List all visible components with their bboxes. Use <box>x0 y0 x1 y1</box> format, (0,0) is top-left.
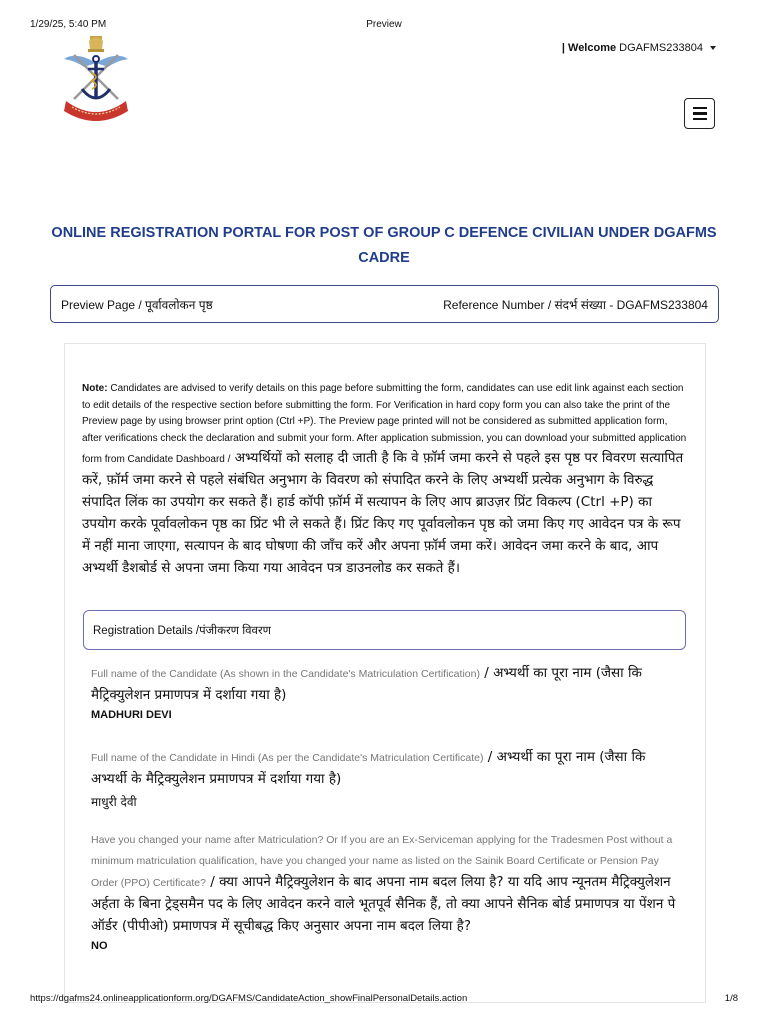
field-label <box>91 663 681 707</box>
print-page-number: 1/8 <box>724 993 738 1004</box>
field-label-en: Full name of the Candidate (As shown in the Candidate's Matriculation Certification) <box>91 668 480 680</box>
field-full-name <box>91 663 681 721</box>
hamburger-menu-button[interactable] <box>684 98 715 129</box>
note-hindi: अभ्यर्थियों को सलाह दी जाती है कि वे फ़ॉर्म जमा करने से पहले इस पृष्ठ पर विवरण सत्यापित करें, फ़ॉर्म जमा करने से पहले संबंधित अनुभाग के विवरण को संपादित करने के लिए अभ्यर्थी प्रत्येक अनुभाग के विरुद्ध संपादित लिंक का उपयोग कर सकते हैं। हार्ड कॉपी फ़ॉर्म में सत्यापन के लिए आप ब्राउज़र प्रिंट विकल्प (Ctrl +P) का उपयोग करके पूर्वावलोकन पृष्ठ का प्रिंट भी ले सकते हैं। प्रिंट किए गए पूर्वावलोकन पृष्ठ को जमा किए गए आवेदन पत्र के रूप में नहीं माना जाएगा, सत्यापन के बाद घोषणा की जाँच करें और अपना फ़ॉर्म जमा करें। आवेदन जमा करने के बाद, आप अभ्यर्थी डैशबोर्ड से अपना जमा किया गया आवेदन पत्र डाउनलोड कर सकते हैं। <box>82 450 684 576</box>
print-page-title: Preview <box>366 19 402 30</box>
note-text <box>82 381 690 579</box>
menu-bar-icon <box>693 118 707 121</box>
print-url: https://dgafms24.onlineapplicationform.org/DGAFMS/CandidateAction_showFinalPersonalDetails.action <box>30 993 468 1004</box>
note-label: Note: <box>82 383 108 394</box>
field-label-en: Have you changed your name after Matriculation? Or If you are an Ex-Serviceman applying for the Tradesmen Post without a minimum matriculation qualification, have you changed your name as listed on the Sainik Board Certificate or Pension Pay Order (PPO) Certificate? <box>91 834 673 889</box>
menu-bar-icon <box>693 107 707 110</box>
field-value: माधुरी देवी <box>91 795 137 809</box>
username: DGAFMS233804 <box>619 42 703 54</box>
caret-down-icon <box>710 46 716 50</box>
field-label <box>91 747 681 791</box>
field-label-hi: / अभ्यर्थी का पूरा नाम (जैसा कि मैट्रिक्युलेशन प्रमाणपत्र में दर्शाया गया है) <box>91 665 642 703</box>
welcome-prefix: | Welcome <box>561 42 617 54</box>
note-english: Candidates are advised to verify details on this page before submitting the form, candidates can use edit link against each section to edit details of the respective section before submitting the form. For Verification in hard copy form you can also take the print of the Preview page by using browser print option (Ctrl +P). The Preview page printed will not be considered as submitted application form, after verifications check the declaration and submit your form. After application submission, you can download your submitted application form from Candidate Dashboard / <box>82 383 687 465</box>
menu-bar-icon <box>693 112 707 115</box>
field-label-hi: / अभ्यर्थी का पूरा नाम (जैसा कि अभ्यर्थी के मैट्रिक्युलेशन प्रमाणपत्र में दर्शाया गया है) <box>91 749 646 787</box>
registration-details-title: Registration Details /पंजीकरण विवरण <box>93 624 271 637</box>
registration-details-header <box>83 610 686 650</box>
preview-page-label: Preview Page / पूर्वावलोकन पृष्ठ <box>61 297 213 312</box>
field-label-en: Full name of the Candidate in Hindi (As per the Candidate's Matriculation Certificate) <box>91 752 484 764</box>
field-value: MADHURI DEVI <box>91 709 172 721</box>
welcome-user-menu[interactable] <box>562 42 716 54</box>
reference-number: Reference Number / संदर्भ संख्या - DGAFMS233804 <box>443 297 708 312</box>
afms-emblem-logo <box>62 33 130 125</box>
print-datetime: 1/29/25, 5:40 PM <box>30 19 107 30</box>
portal-title: ONLINE REGISTRATION PORTAL FOR POST OF GROUP C DEFENCE CIVILIAN UNDER DGAFMS CADRE <box>51 225 717 266</box>
field-label <box>91 830 681 938</box>
reference-bar <box>50 285 719 323</box>
field-full-name-hindi <box>91 747 681 810</box>
field-label-hi: / क्या आपने मैट्रिक्युलेशन के बाद अपना नाम बदल लिया है? या यदि आप न्यूनतम मैट्रिक्युलेशन अर्हता के बिना ट्रेड्समैन पद के लिए आवेदन करने वाले भूतपूर्व सैनिक हैं, तो क्या आपने सैनिक बोर्ड प्रमाणपत्र या पेंशन पे ऑर्डर (पीपीओ) प्रमाणपत्र में सूचीबद्ध किए अनुसार अपना नाम बदल लिया है? <box>91 874 676 934</box>
field-value: NO <box>91 940 108 952</box>
field-name-changed <box>91 830 681 952</box>
